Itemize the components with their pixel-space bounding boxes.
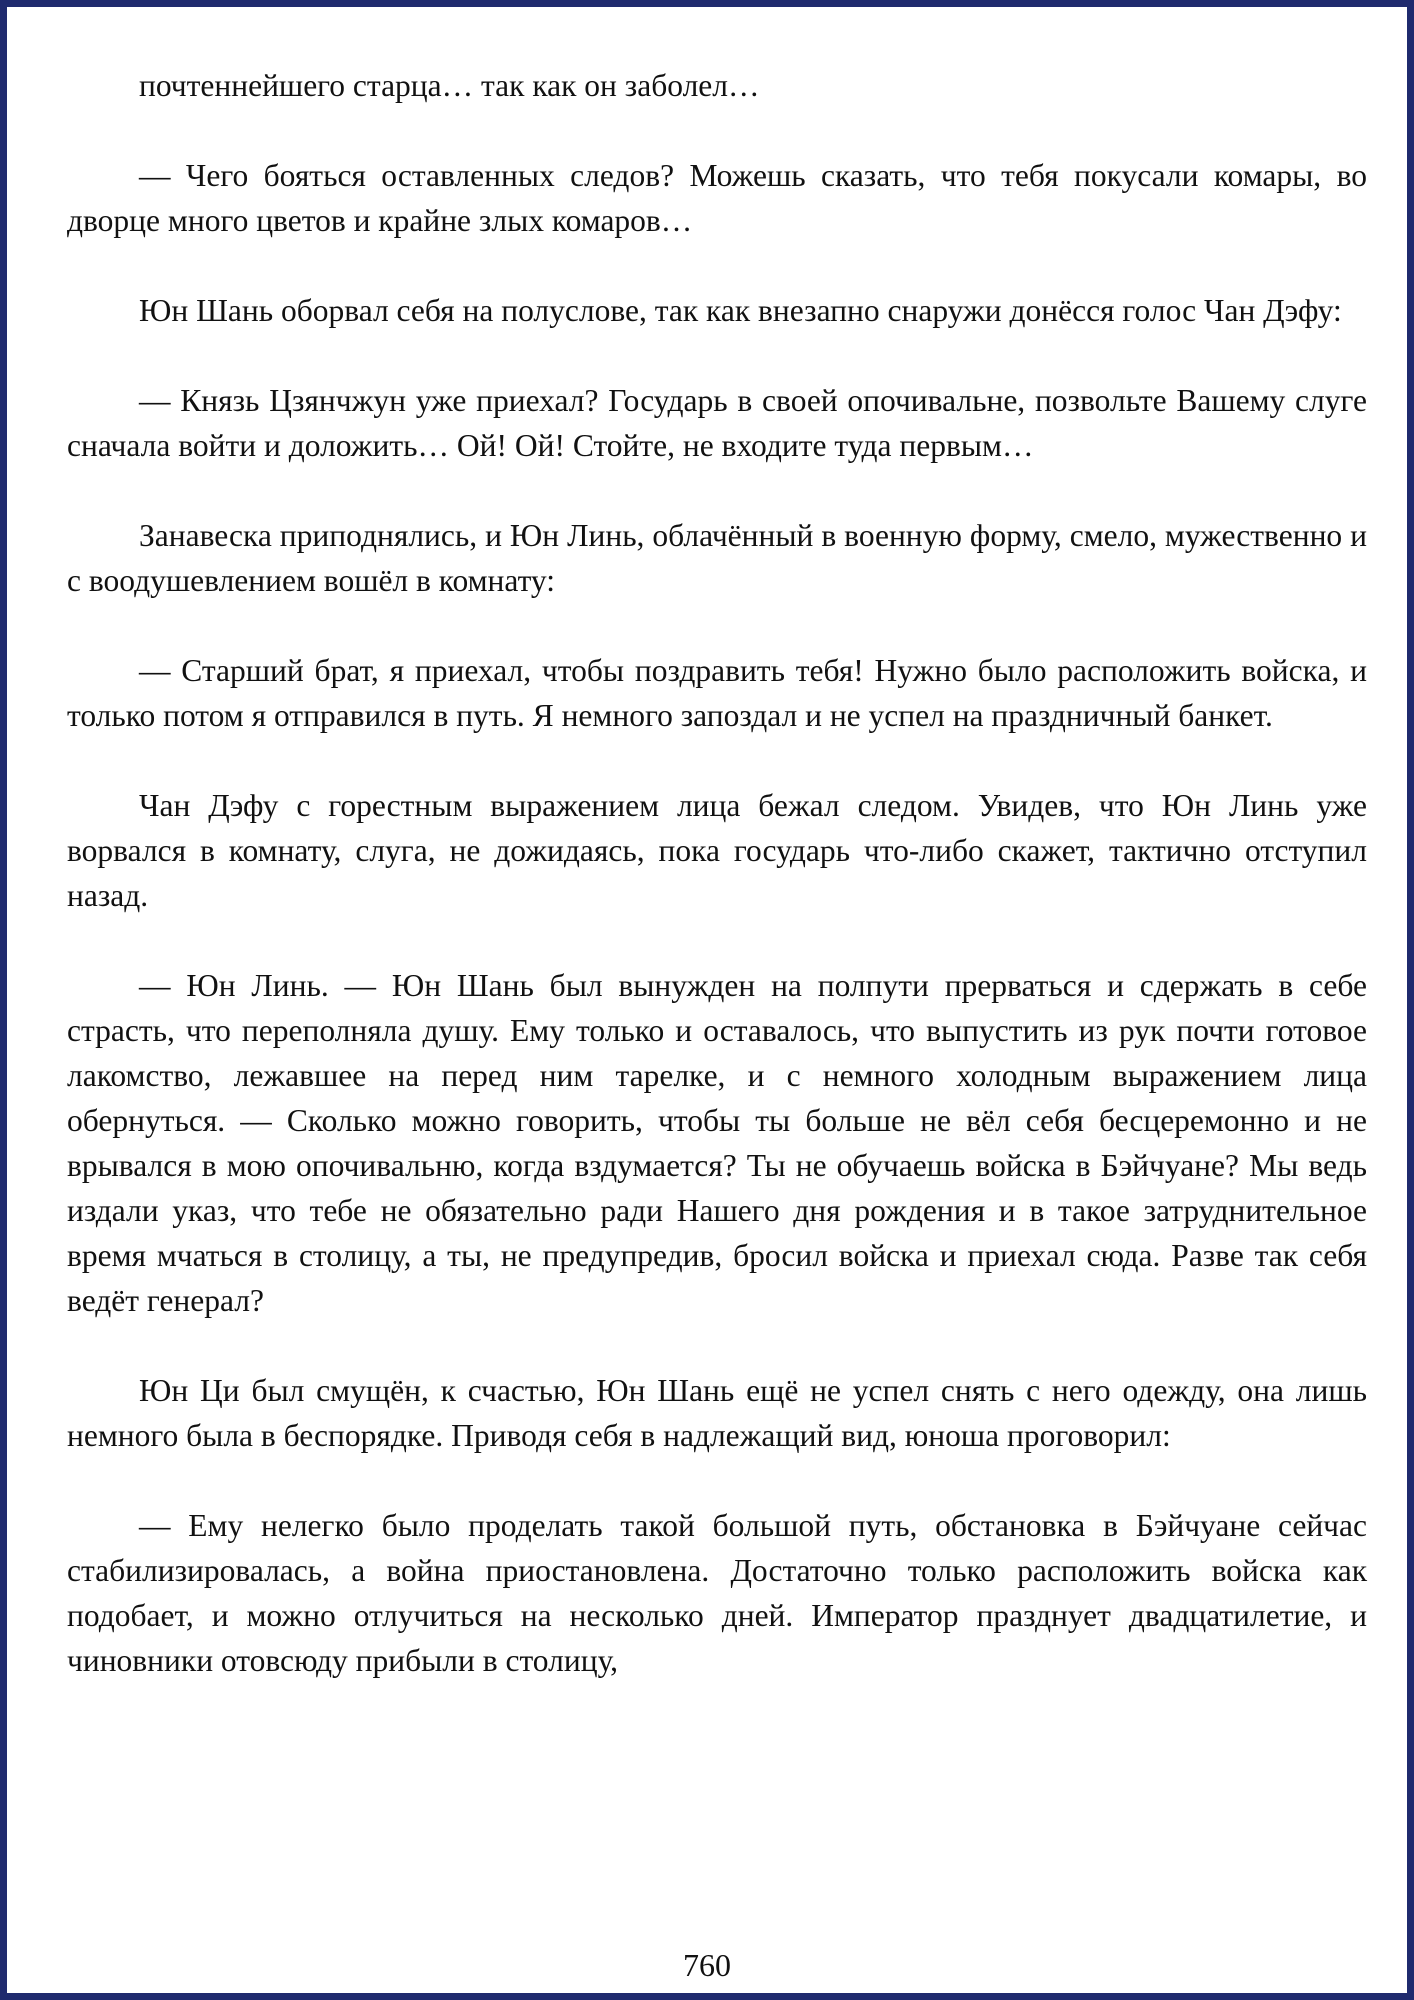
paragraph-3: Юн Шань оборвал себя на полуслове, так как внезапно снаружи донёсся голос Чан Дэфу: <box>139 293 1342 328</box>
paragraph-5: Занавеска приподнялись, и Юн Линь, облачённый в военную форму, смело, мужественно и с воодушевлением вошёл в комнату: <box>67 518 1367 598</box>
paragraph-1: почтеннейшего старца… так как он заболел… <box>139 68 760 103</box>
paragraph-7: Чан Дэфу с горестным выражением лица бежал следом. Увидев, что Юн Линь уже ворвался в комнату, слуга, не дожидаясь, пока государь что-либо скажет, тактично отступил назад. <box>67 788 1367 913</box>
paragraph-2: — Чего бояться оставленных следов? Можешь сказать, что тебя покусали комары, во дворце много цветов и крайне злых комаров… <box>67 158 1367 238</box>
paragraph-10: — Ему нелегко было проделать такой большой путь, обстановка в Бэйчуане сейчас стабилизировалась, а война приостановлена. Достаточно только расположить войска как подобает, и можно отлучиться на несколько дней. Император празднует двадцатилетие, и чиновники отовсюду прибыли в столицу, <box>67 1508 1367 1678</box>
paragraph-6: — Старший брат, я приехал, чтобы поздравить тебя! Нужно было расположить войска, и только потом я отправился в путь. Я немного запоздал и не успел на праздничный банкет. <box>67 653 1367 733</box>
paragraph-8: — Юн Линь. — Юн Шань был вынужден на полпути прерваться и сдержать в себе страсть, что переполняла душу. Ему только и оставалось, что выпустить из рук почти готовое лакомство, лежавшее на перед ним тарелке, и с немного холодным выражением лица обернуться. — Сколько можно говорить, чтобы ты больше не вёл себя бесцеремонно и не врывался в мою опочивальню, когда вздумается? Ты не обучаешь войска в Бэйчуане? Мы ведь издали указ, что тебе не обязательно ради Нашего дня рождения и в такое затруднительное время мчаться в столицу, а ты, не предупредив, бросил войска и приехал сюда. Разве так себя ведёт генерал? <box>67 968 1367 1318</box>
page-body <box>67 63 1367 1728</box>
page-number: 760 <box>683 1947 731 1983</box>
paragraph-4: — Князь Цзянчжун уже приехал? Государь в своей опочивальне, позвольте Вашему слуге сначала войти и доложить… Ой! Ой! Стойте, не входите туда первым… <box>67 383 1367 463</box>
paragraph-9: Юн Ци был смущён, к счастью, Юн Шань ещё не успел снять с него одежду, она лишь немного была в беспорядке. Приводя себя в надлежащий вид, юноша проговорил: <box>67 1373 1367 1453</box>
